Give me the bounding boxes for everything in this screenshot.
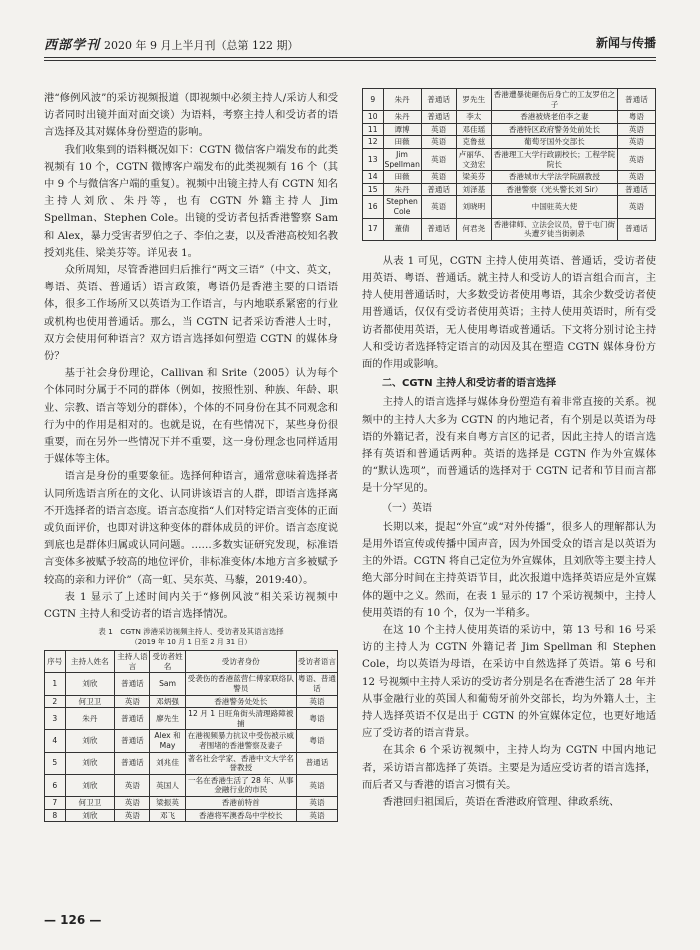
theory-paragraph: 基于社会身份理论，Callivan 和 Srite（2005）认为每个个体同时分属于不同的群体（例如，按照性别、种族、年龄、职业、宗教、语言等划分的群体），个体的不同身份在其不同观念和行为中的作用是相对的。也就是说，在有些情况下，某些身份很重要，而在另外一些情况下并不重要，这一身份理念也同样适用于媒体等主体。 bbox=[44, 367, 338, 466]
section-paragraph: 主持人的语言选择与媒体身份塑造有着非常直接的关系。视频中的主持人大多为 CGTN 的内地记者，有个别是以英语为母语的外籍记者，没有来自粤方言区的记者，因此主持人的语言选择有英语和普通话两种。英语的选择是 CGTN 作为外宣媒体的“默认选项”，而普通话的选择对于 CGTN 记者和节目而言都是十分罕见的。 bbox=[362, 396, 656, 495]
issue-info: 2020 年 9 月上半月刊（总第 122 期） bbox=[104, 39, 299, 52]
cell-seq: 16 bbox=[363, 196, 384, 218]
cell-seq: 5 bbox=[45, 752, 66, 774]
cell-guest-identity: 著名社会学家、香港中文大学名誉教授 bbox=[185, 752, 296, 774]
cell-host: 谭博 bbox=[383, 123, 421, 136]
table-row bbox=[363, 89, 656, 111]
cell-host-lang: 普通话 bbox=[115, 708, 150, 730]
cell-guest-identity: 12 月 1 日旺角街头清理路障被捕 bbox=[185, 708, 296, 730]
cell-guest-identity: 受袭伤的香港蓝营仁傅家联络队警员 bbox=[185, 673, 296, 695]
cell-guest-lang: 英语 bbox=[617, 148, 655, 170]
cell-guest: 邓佳瑶 bbox=[456, 123, 491, 136]
cell-host-lang: 普通话 bbox=[421, 89, 456, 111]
interview-table-part1 bbox=[44, 650, 338, 822]
journal-logo: 西部学刊 bbox=[44, 38, 101, 53]
th-host-lang: 主持人语言 bbox=[115, 651, 150, 673]
cell-guest-lang: 英语 bbox=[296, 797, 337, 810]
cell-host: 朱丹 bbox=[383, 183, 421, 196]
english-paragraph-1: 长期以来，提起“外宣”或“对外传播”，很多人的理解都认为是用外语宣传或传播中国声音，因为外国受众的语言是以英语为主的外语。CGTN 将自己定位为外宣媒体，且刘欣等主要主持人绝大部分时间在主持英语节目，此次报道中选择英语应是外宣媒体的题中之义。然而，在表 1 显示的 17 个采访视频中，主持人使用英语的有 10 个，仅为一半稍多。 bbox=[362, 520, 656, 619]
cell-guest-identity: 香港前特首 bbox=[185, 797, 296, 810]
table-row bbox=[363, 136, 656, 149]
header-rule bbox=[44, 57, 656, 58]
cell-host: 朱丹 bbox=[383, 89, 421, 111]
running-header bbox=[44, 32, 656, 54]
cell-host-lang: 普通话 bbox=[115, 730, 150, 752]
table-continuation bbox=[362, 88, 656, 811]
cell-seq: 15 bbox=[363, 183, 384, 196]
intro-paragraph: 港“修例风波”的采访视频报道（即视频中必须主持人/采访人和受访者同时出镜并面对面交谈）为语料，考察主持人和受访者的语言选择及其对媒体身份塑造的影响。 bbox=[44, 92, 338, 139]
cell-guest-lang: 英语 bbox=[617, 171, 655, 184]
cell-host: 刘欣 bbox=[65, 774, 115, 796]
cell-host: 刘欣 bbox=[65, 809, 115, 822]
cell-host-lang: 英语 bbox=[421, 148, 456, 170]
cell-guest-lang: 普通话 bbox=[617, 218, 655, 240]
header-journal bbox=[44, 34, 299, 53]
cell-guest-identity: 一名在香港生活了 28 年、从事金融行业的市民 bbox=[185, 774, 296, 796]
table-row bbox=[363, 196, 656, 218]
cell-guest: 廖先生 bbox=[150, 708, 185, 730]
section-name: 新闻与传播 bbox=[595, 36, 656, 50]
table-row bbox=[363, 123, 656, 136]
cell-guest-lang: 粤语 bbox=[296, 708, 337, 730]
cell-host-lang: 普通话 bbox=[421, 218, 456, 240]
table-row bbox=[45, 809, 338, 822]
th-guest-identity: 受访者身份 bbox=[185, 651, 296, 673]
table-row bbox=[363, 148, 656, 170]
cell-seq: 1 bbox=[45, 673, 66, 695]
header-rule-thin bbox=[44, 60, 656, 61]
cell-host-lang: 普通话 bbox=[421, 111, 456, 124]
summary-paragraph: 从表 1 可见，CGTN 主持人使用英语、普通话，受访者使用英语、粤语、普通话。就主持人和受访人的语言组合而言，主持人使用普通话时，大多数受访者使用粤语，其余少数受访者使用普通话，仅仅有受访者使用英语；主持人使用英语时，所有受访者都使用英语，无人使用粤语或普通话。下文将分别讨论主持人和受访者选择特定语言的动因及其在塑造 CGTN 媒体身份方面的作用或影响。 bbox=[362, 254, 656, 370]
cell-host-lang: 英语 bbox=[421, 171, 456, 184]
cell-guest: 刘泽基 bbox=[456, 183, 491, 196]
table-row bbox=[45, 730, 338, 752]
cell-guest-lang: 普通话 bbox=[617, 89, 655, 111]
cell-guest: 刘晓明 bbox=[456, 196, 491, 218]
table-row bbox=[363, 218, 656, 240]
section-title: 二、CGTN 主持人和受访者的语言选择 bbox=[382, 378, 557, 390]
cell-host: 朱丹 bbox=[383, 111, 421, 124]
cell-guest-identity: 香港城市大学法学院副教授 bbox=[491, 171, 617, 184]
cell-guest-lang: 英语 bbox=[296, 695, 337, 708]
cell-guest-identity: 香港警务处处长 bbox=[185, 695, 296, 708]
table-row bbox=[363, 171, 656, 184]
cell-seq: 2 bbox=[45, 695, 66, 708]
cell-seq: 17 bbox=[363, 218, 384, 240]
cell-guest: 何君尧 bbox=[456, 218, 491, 240]
cell-host-lang: 英语 bbox=[421, 196, 456, 218]
left-column bbox=[44, 90, 338, 822]
cell-guest: Sam bbox=[150, 673, 185, 695]
th-seq: 序号 bbox=[45, 651, 66, 673]
table-row bbox=[45, 752, 338, 774]
interview-table-part2 bbox=[362, 88, 656, 241]
cell-guest-identity: 香港理工大学行政副校长；工程学院院长 bbox=[491, 148, 617, 170]
cell-guest: 卢丽华、文劲宏 bbox=[456, 148, 491, 170]
cell-seq: 4 bbox=[45, 730, 66, 752]
language-paragraph: 语言是身份的重要象征。选择何种语言，通常意味着选择者认同所选语言所在的文化、认同讲该语言的人群，即语言选择离不开选择者的语言态度。语言态度指“人们对特定语言变体的正面或负面评价，也即对讲这种变体的群体成员的评价。语言态度说到底也是群体归属或认同问题。……多数实证研究发现，标准语言变体多被赋予较高的地位评价，非标准变体/本地方言多被赋予较高的亲和力评价”（高一虹、吴东英、马藜，2019:40）。 bbox=[44, 470, 338, 586]
table-header-row bbox=[45, 651, 338, 673]
cell-guest-identity: 葡萄牙国外交部长 bbox=[491, 136, 617, 149]
cell-guest-lang: 普通话 bbox=[296, 752, 337, 774]
cell-guest-lang: 粤语 bbox=[296, 730, 337, 752]
th-guest-lang: 受访者语言 bbox=[296, 651, 337, 673]
cell-guest-identity: 香港警察（光头警长刘 Sir） bbox=[491, 183, 617, 196]
cell-host-lang: 英语 bbox=[421, 136, 456, 149]
cell-guest: 罗先生 bbox=[456, 89, 491, 111]
cell-guest: 刘兆佳 bbox=[150, 752, 185, 774]
cell-guest: 克鲁兹 bbox=[456, 136, 491, 149]
cell-host: Jim Spellman bbox=[383, 148, 421, 170]
corpus-paragraph: 我们收集到的语料概况如下：CGTN 微信客户端发布的此类视频有 10 个，CGTN 微博客户端发布的此类视频有 16 个（其中 9 个与微信客户端的重复）。视频中出镜主持人有 CGTN 知名主持人刘欣、朱丹等，也有 CGTN 外籍主持人 Jim Spellman、Stephen Cole。出镜的受访者包括香港警察 Sam 和 Alex，暴力受害者罗伯之子、李伯之妻，以及香港高校知名教授刘兆佳、梁美芬等。详见表 1。 bbox=[44, 143, 338, 259]
cell-host-lang: 普通话 bbox=[115, 673, 150, 695]
cell-seq: 13 bbox=[363, 148, 384, 170]
cell-guest-lang: 英语 bbox=[617, 196, 655, 218]
cell-host: 何卫卫 bbox=[65, 695, 115, 708]
cell-guest-identity: 在港视频暴力抗议中受伤被示威者围堵的香港警察及妻子 bbox=[185, 730, 296, 752]
cell-host: Stephen Cole bbox=[383, 196, 421, 218]
table-row bbox=[45, 708, 338, 730]
page-number: — 126 — bbox=[44, 913, 102, 927]
table-row bbox=[45, 673, 338, 695]
cell-seq: 3 bbox=[45, 708, 66, 730]
cell-guest-lang: 英语 bbox=[296, 774, 337, 796]
cell-seq: 8 bbox=[45, 809, 66, 822]
cell-host: 何卫卫 bbox=[65, 797, 115, 810]
right-column bbox=[362, 253, 656, 812]
table-row bbox=[363, 111, 656, 124]
table-intro-paragraph: 表 1 显示了上述时间内关于“修例风波”相关采访视频中 CGTN 主持人和受访者的语言选择情况。 bbox=[44, 590, 338, 621]
cell-guest-identity: 香港遭暴徒砸伤后身亡的工友罗伯之子 bbox=[491, 89, 617, 111]
cell-seq: 12 bbox=[363, 136, 384, 149]
english-paragraph-2: 在这 10 个主持人使用英语的采访中，第 13 号和 16 号采访的主持人为 CGTN 外籍记者 Jim Spellman 和 Stephen Cole，均以英语为母语，在采访中自然选择了英语。第 6 号和 12 号视频中主持人采访的受访者分别是名在香港生活了 28 年并从事金融行业的英国人和葡萄牙前外交部长，均为外籍人士，主持人选择英语不仅是出于 CGTN 的外宣媒体定位，也更好地适应了受访者的语言背景。 bbox=[362, 623, 656, 740]
cell-host-lang: 英语 bbox=[115, 695, 150, 708]
subsection-title: （一）英语 bbox=[382, 502, 432, 514]
cell-guest: 李太 bbox=[456, 111, 491, 124]
cell-host-lang: 普通话 bbox=[115, 752, 150, 774]
cell-guest-lang: 普通话 bbox=[617, 183, 655, 196]
cell-seq: 10 bbox=[363, 111, 384, 124]
cell-guest: 邓炳强 bbox=[150, 695, 185, 708]
cell-guest-identity: 香港特区政府警务处前处长 bbox=[491, 123, 617, 136]
cell-guest-lang: 英语 bbox=[617, 123, 655, 136]
cell-guest-identity: 香港将军澳香岛中学校长 bbox=[185, 809, 296, 822]
cell-host: 刘欣 bbox=[65, 673, 115, 695]
cell-host: 朱丹 bbox=[65, 708, 115, 730]
cell-guest: 梁美芬 bbox=[456, 171, 491, 184]
cell-host: 田薇 bbox=[383, 136, 421, 149]
cell-guest-lang: 粤语、普通话 bbox=[296, 673, 337, 695]
cell-host-lang: 英语 bbox=[115, 797, 150, 810]
cell-seq: 9 bbox=[363, 89, 384, 111]
cell-guest: 英国人 bbox=[150, 774, 185, 796]
cell-seq: 6 bbox=[45, 774, 66, 796]
cell-host-lang: 英语 bbox=[115, 774, 150, 796]
cell-host: 刘欣 bbox=[65, 730, 115, 752]
cell-seq: 14 bbox=[363, 171, 384, 184]
english-paragraph-4: 香港回归祖国后，英语在香港政府管理、律政系统、 bbox=[382, 796, 620, 809]
cell-guest: 邓飞 bbox=[150, 809, 185, 822]
cell-guest-identity: 香港律师、立法会议员，曾于屯门街头遭歹徒当街刺杀 bbox=[491, 218, 617, 240]
table-caption: 表 1 CGTN 涉港采访视频主持人、受访者及其语言选择 bbox=[98, 627, 284, 637]
cell-guest-lang: 英语 bbox=[296, 809, 337, 822]
table-subcaption: （2019 年 10 月 1 日至 2 月 31 日） bbox=[130, 638, 252, 647]
cell-guest: Alex 和 May bbox=[150, 730, 185, 752]
table-row bbox=[45, 695, 338, 708]
cell-guest-lang: 粤语 bbox=[617, 111, 655, 124]
cell-host-lang: 英语 bbox=[421, 123, 456, 136]
cell-guest-identity: 香港被烧老伯李之妻 bbox=[491, 111, 617, 124]
table-row bbox=[363, 183, 656, 196]
english-paragraph-3: 在其余 6 个采访视频中，主持人均为 CGTN 中国内地记者，采访语言都选择了英语。主要是为适应受访者的语言选择，而后者又与香港的语言习惯有关。 bbox=[362, 744, 656, 791]
table-row bbox=[45, 774, 338, 796]
table-row bbox=[45, 797, 338, 810]
th-guest: 受访者姓名 bbox=[150, 651, 185, 673]
cell-host-lang: 英语 bbox=[115, 809, 150, 822]
cell-seq: 7 bbox=[45, 797, 66, 810]
th-host: 主持人姓名 bbox=[65, 651, 115, 673]
cell-seq: 11 bbox=[363, 123, 384, 136]
cell-guest-identity: 中国驻英大使 bbox=[491, 196, 617, 218]
cell-guest: 梁振英 bbox=[150, 797, 185, 810]
question-paragraph: 众所周知，尽管香港回归后推行“两文三语”（中文、英文，粤语、英语、普通话）语言政策，粤语仍是香港主要的口语语体，很多工作场所又以英语为工作语言，与内地联系紧密的行业或机构也使用普通话。那么，当 CGTN 记者采访香港人士时，双方会使用何种语言？双方语言选择如何塑造 CGTN 的媒体身份？ bbox=[44, 264, 338, 363]
cell-host: 田薇 bbox=[383, 171, 421, 184]
cell-host: 董倩 bbox=[383, 218, 421, 240]
cell-host-lang: 普通话 bbox=[421, 183, 456, 196]
cell-guest-lang: 英语 bbox=[617, 136, 655, 149]
cell-host: 刘欣 bbox=[65, 752, 115, 774]
